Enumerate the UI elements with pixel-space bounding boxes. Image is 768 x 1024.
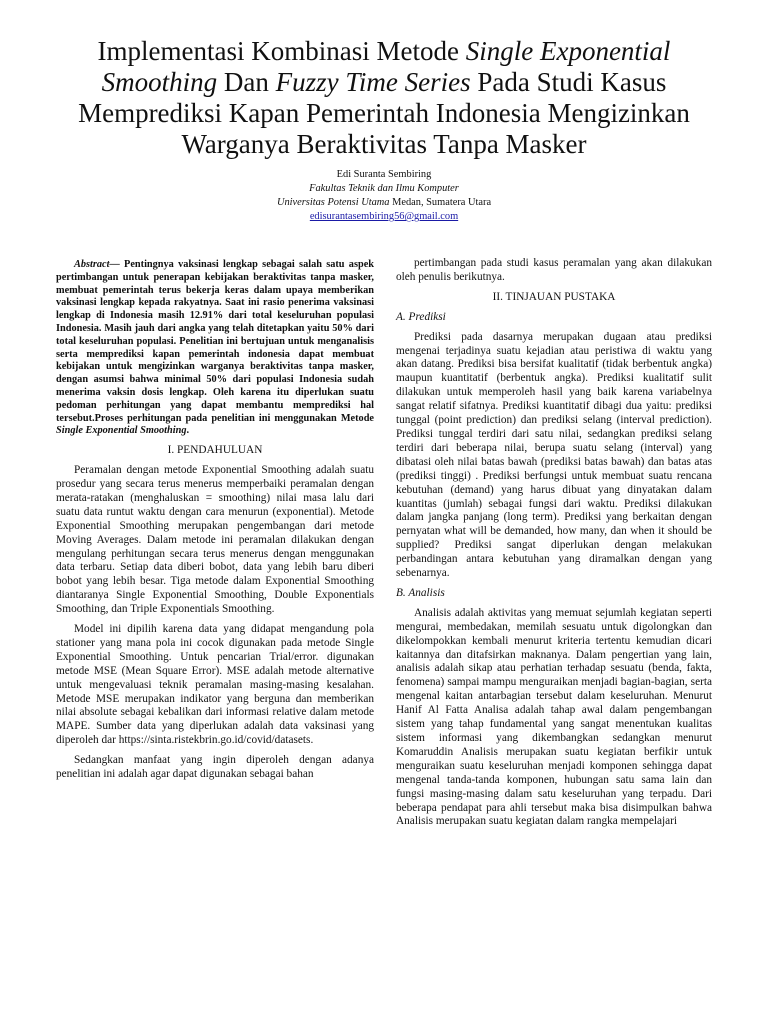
author-block	[200, 168, 568, 224]
author-university: Universitas Potensi Utama Medan, Sumatera Utara	[276, 197, 492, 208]
abstract: Abstract— Pentingnya vaksinasi lengkap sebagai salah satu aspek pertimbangan untuk penerapan kebijakan beraktivitas tanpa masker, membuat pemerintah terus bekerja keras dalam upaya memberikan vaksinasi lengkap kepada rakyatnya. Saat ini rasio penerima vaksinasi lengkap di Indonesia masih 12.91% dari total keseluruhan populasi Indonesia. Masih jauh dari angka yang telah ditetapkan yaitu 50% dari total keseluruhan populasi. Penelitian ini bertujuan untuk menganalisis serta memprediksi kapan pemerintah indonesia dapat membuat kebijakan untuk mengizinkan warganya beraktivitas tanpa masker, dengan asumsi bahwa minimal 50% dari populasi Indonesia sudah menerima vaksin dosis lengkap. Oleh karena itu diperlukan suatu pedoman perhitungan yang dapat membantu memprediksi hal tersebut.Proses perhitungan pada penelitian ini menggunakan Metode Single Exponential Smoothing.	[56, 259, 374, 437]
title-part-italic: Single Exponential Smoothing	[101, 36, 671, 97]
paragraph: Peramalan dengan metode Exponential Smoothing adalah suatu prosedur yang secara terus menerus memperbaiki peramalan dengan merata-ratakan (menghaluskan = smoothing) nilai masa lalu dari suatu data runtut waktu dengan cara menurun (exponential). Metode Exponential Smoothing merupakan pengembangan dari metode Moving Averages. Dalam metode ini peramalan dilakukan dengan mengulang perhitungan secara terus menerus dengan menggunakan data terbaru. Setiap data diberi bobot, data yang lebih baru diberi bobot yang lebih besar. Tiga metode dalam Exponential Smoothing diantaranya Single Exponential Smoothing, Double Exponentials Smoothing, dan Triple Exponentials Smoothing.	[56, 464, 374, 616]
paragraph: Prediksi pada dasarnya merupakan dugaan atau prediksi mengenai terjadinya suatu kejadian atau peristiwa di waktu yang akan datang. Prediksi bisa bersifat kualitatif (tidak berbentuk angka) maupun kuantitatif (berbentuk angka). Prediksi kualitatif sulit dilakukan untuk memperoleh hasil yang baik karena variabelnya sangat relatif sifatnya. Prediksi kuantitatif dibagi dua yaitu: prediksi tunggal (point prediction) dan prediksi selang (interval prediction). Prediksi tunggal terdiri dari satu nilai, sedangkan prediksi selang terdiri dari beberapa nilai, berupa suatu selang (interval) yang dibatasi oleh nilai batas bawah (prediksi batas bawah) dan batas atas (prediksi tinggi) . Prediksi berfungsi untuk membuat suatu rencana kebutuhan (demand) yang harus dibuat yang dinyatakan dalam kuantitas (jumlah) sebagai fungsi dari waktu. Prediksi dilakukan dalam jangka panjang (long term). Prediksi yang berkaitan dengan pernyatan what will be demanded, how many, dan when it should be supplied? Prediksi sangat diperlukan dengan melakukan perbandingan antara kebutuhan yang diramalkan dengan yang sebenarnya.	[396, 330, 712, 580]
title-part: Dan	[217, 67, 276, 97]
paragraph: Model ini dipilih karena data yang didapat mengandung pola stationer yang mana pola ini cocok digunakan pada metode Single Exponential Smoothing. Untuk pencarian Trial/error. digunakan metode MSE (Mean Square Error). MSE adalah metode alternative untuk mengevaluasi teknik peramalan masing-masing kesalahan. Metode MSE merupakan indikator yang berguna dan memberikan nilai absolute sebagai kebalikan dari informasi relative dalam metode MAPE. Sumber data yang diperlukan adalah data vaksinasi yang diperoleh dar https://sinta.ristekbrin.go.id/covid/datasets.	[56, 623, 374, 747]
subsection-heading-analisis: B. Analisis	[396, 586, 445, 599]
paragraph: Sedangkan manfaat yang ingin diperoleh dengan adanya penelitian ini adalah agar dapat digunakan sebagai bahan	[56, 754, 374, 781]
author-email	[200, 210, 568, 224]
title-part: Pada Studi Kasus Memprediksi Kapan Pemerintah Indonesia Mengizinkan Warganya Beraktivitas Tanpa Masker	[78, 67, 690, 159]
section-heading-tinjauan: II. TINJAUAN PUSTAKA	[492, 290, 616, 303]
abstract-text: Pentingnya vaksinasi lengkap sebagai salah satu aspek pertimbangan untuk penerapan kebijakan beraktivitas tanpa masker, membuat pemerintah terus bekerja keras dalam upaya memberikan vaksinasi lengkap kepada rakyatnya. Saat ini rasio penerima vaksinasi lengkap di Indonesia masih 12.91% dari total keseluruhan populasi Indonesia. Masih jauh dari angka yang telah ditetapkan yaitu 50% dari total keseluruhan populasi. Penelitian ini bertujuan untuk menganalisis serta memprediksi kapan pemerintah indonesia dapat membuat kebijakan untuk mengizinkan warganya beraktivitas tanpa masker, dengan asumsi bahwa minimal 50% dari populasi Indonesia sudah menerima vaksin dosis lengkap. Oleh karena itu diperlukan suatu pedoman perhitungan yang dapat membantu memprediksi hal tersebut.Proses perhitungan pada penelitian ini menggunakan Metode	[56, 259, 374, 424]
paragraph-continuation: pertimbangan pada studi kasus peramalan yang akan dilakukan oleh penulis berikutnya.	[396, 257, 712, 283]
paper-title	[40, 36, 728, 160]
author-affiliation: Fakultas Teknik dan Ilmu Komputer	[309, 183, 459, 194]
title-part-italic: Fuzzy Time Series	[275, 67, 471, 97]
subsection-heading-prediksi: A. Prediksi	[396, 310, 446, 323]
paragraph: Analisis adalah aktivitas yang memuat sejumlah kegiatan seperti mengurai, membedakan, memilah sesuatu untuk digolongkan dan dikelompokkan kembali menurut kriteria tertentu kemudian dicari kaitannya dan ditafsirkan maknanya. Dalam pengertian yang lain, analisis adalah sikap atau perhatian terhadap sesuatu (benda, fakta, fenomena) sampai mampu menguraikan menjadi bagian-bagian, serta mengenal kaitan antarbagian tersebut dalam keseluruhan. Menurut Hanif Al Fatta Analisa adalah tahap awal dalam pengembangan sistem yang tahap fundamental yang sangat menentukan kualitas sistem informasi yang dikembangkan sedangkan menurut Komaruddin Analisis merupakan suatu kegiatan berfikir untuk menguraikan suatu keseluruhan menjadi komponen sehingga dapat mengenal tanda-tanda komponen, hubungan satu sama lain dan fungsi masing-masing dalam satu keseluruhan yang terpadu. Dari beberapa pendapat para ahli tersebut maka bisa disimpulkan bahwa Analisis merupakan suatu kegiatan dalam rangka mempelajari	[396, 606, 712, 828]
left-column	[56, 259, 374, 788]
right-column	[396, 257, 712, 835]
abstract-label: Abstract—	[74, 259, 120, 270]
abstract-italic: Single Exponential Smoothing	[56, 425, 187, 437]
section-heading-pendahuluan: I. PENDAHULUAN	[167, 444, 263, 457]
author-name: Edi Suranta Sembiring	[336, 169, 432, 180]
title-part: Implementasi Kombinasi Metode	[97, 36, 466, 66]
email-link[interactable]: edisurantasembiring56@gmail.com	[309, 211, 459, 222]
